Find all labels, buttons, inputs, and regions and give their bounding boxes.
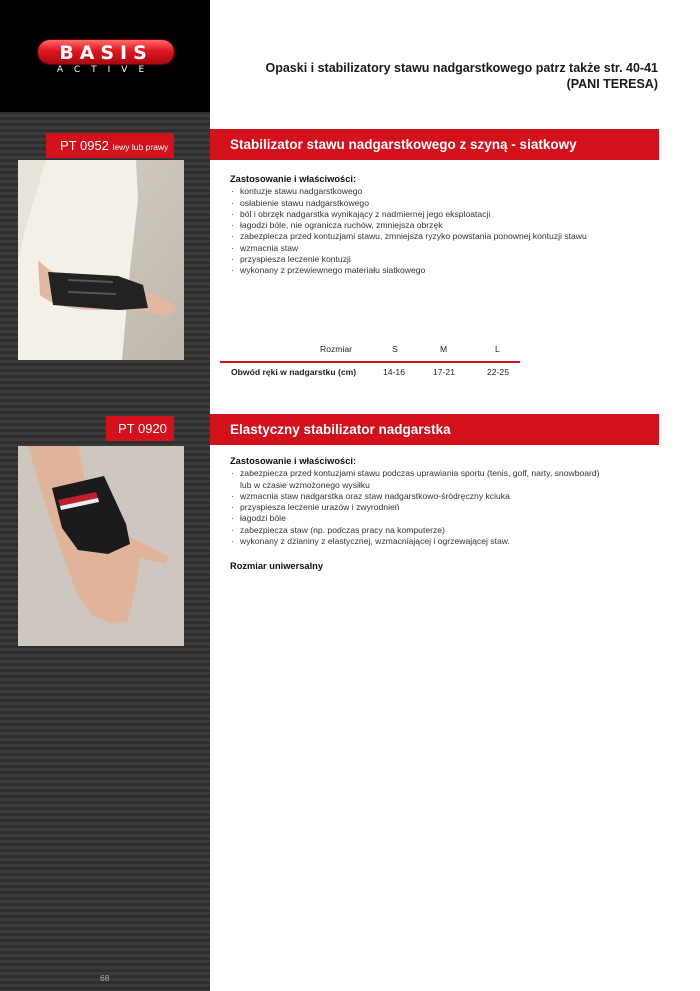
size-table xyxy=(220,344,520,381)
brand-logo: BASIS ACTIVE xyxy=(38,40,174,76)
product-code-tag: PT 0952 lewy lub prawy xyxy=(46,133,174,158)
list-item: · zabezpiecza przed kontuzjami stawu podczas uprawiania sportu (tenis, golf, narty, snowboard) lub w czasie wzmożonego wysiłku xyxy=(230,468,600,491)
list-item: · ból i obrzęk nadgarstka wynikający z nadmiernej jego eksploatacji xyxy=(230,209,650,220)
product-code-tag: PT 0920 xyxy=(106,416,174,441)
list-item: · wykonany z dzianiny z elastycznej, wzmacniającej i ogrzewającej staw. xyxy=(230,536,600,547)
list-item: · osłabienie stawu nadgarstkowego xyxy=(230,198,650,209)
product-photo xyxy=(18,160,184,360)
page-title: Opaski i stabilizatory stawu nadgarstkowego patrz także str. 40-41 (PANI TERESA) xyxy=(265,61,658,91)
list-item: · łagodzi bóle, nie ogranicza ruchów, zmniejsza obrzęk xyxy=(230,220,650,231)
section-title: Elastyczny stabilizator nadgarstka xyxy=(210,414,659,445)
features-list xyxy=(230,468,600,547)
list-item: · łagodzi bóle xyxy=(230,513,600,524)
list-item: · zabezpiecza przed kontuzjami stawu, zmniejsza ryzyko powstania ponownej kontuzji stawu xyxy=(230,231,650,242)
list-item: · wzmacnia staw nadgarstka oraz staw nadgarstkowo-śródręczny kciuka xyxy=(230,491,600,502)
page-number: 68 xyxy=(100,973,110,983)
section-title: Stabilizator stawu nadgarstkowego z szyną - siatkowy xyxy=(210,129,659,160)
size-note: Rozmiar uniwersalny xyxy=(230,561,323,571)
list-item: · kontuzje stawu nadgarstkowego xyxy=(230,186,650,197)
features-section: Zastosowanie i właściwości: · kontuzje stawu nadgarstkowego · osłabienie stawu nadgarstkowego · ból i obrzęk nadgarstka wynikający z nadmiernej jego eksploatacji · łagodzi bóle, nie ogranicza ruchów, zmniejsza obrzęk · zabezpiecza przed kontuzjami stawu, zmniejsza ryzyko powstania ponownej kontuzji stawu · wzmacnia staw · przyspiesza leczenie kontuzji · wykonany z przewiewnego materiału siatkowego xyxy=(230,174,650,277)
product-photo xyxy=(18,446,184,646)
list-item: · wykonany z przewiewnego materiału siatkowego xyxy=(230,265,650,276)
size-table-header: Rozmiar S M L xyxy=(320,344,500,354)
list-item: · wzmacnia staw xyxy=(230,243,650,254)
list-item: · przyspiesza leczenie kontuzji xyxy=(230,254,650,265)
features-list xyxy=(230,186,650,276)
table-row: Obwód ręki w nadgarstku (cm) 14-16 17-21 22-25 xyxy=(231,367,509,377)
list-item: · zabezpiecza staw (np. podczas pracy na komputerze) xyxy=(230,525,600,536)
features-section: Zastosowanie i właściwości: · zabezpiecza przed kontuzjami stawu podczas uprawiania sportu (tenis, golf, narty, snowboard) lub w czasie wzmożonego wysiłku · wzmacnia staw nadgarstka oraz staw nadgarstkowo-śródręczny kciuka · przyspiesza leczenie urazów i zwyrodnień · łagodzi bóle · zabezpiecza staw (np. podczas pracy na komputerze) · wykonany z dzianiny z elastycznej, wzmacniającej i ogrzewającej staw. xyxy=(230,456,600,547)
list-item: · przyspiesza leczenie urazów i zwyrodnień xyxy=(230,502,600,513)
logo-area xyxy=(0,0,210,112)
